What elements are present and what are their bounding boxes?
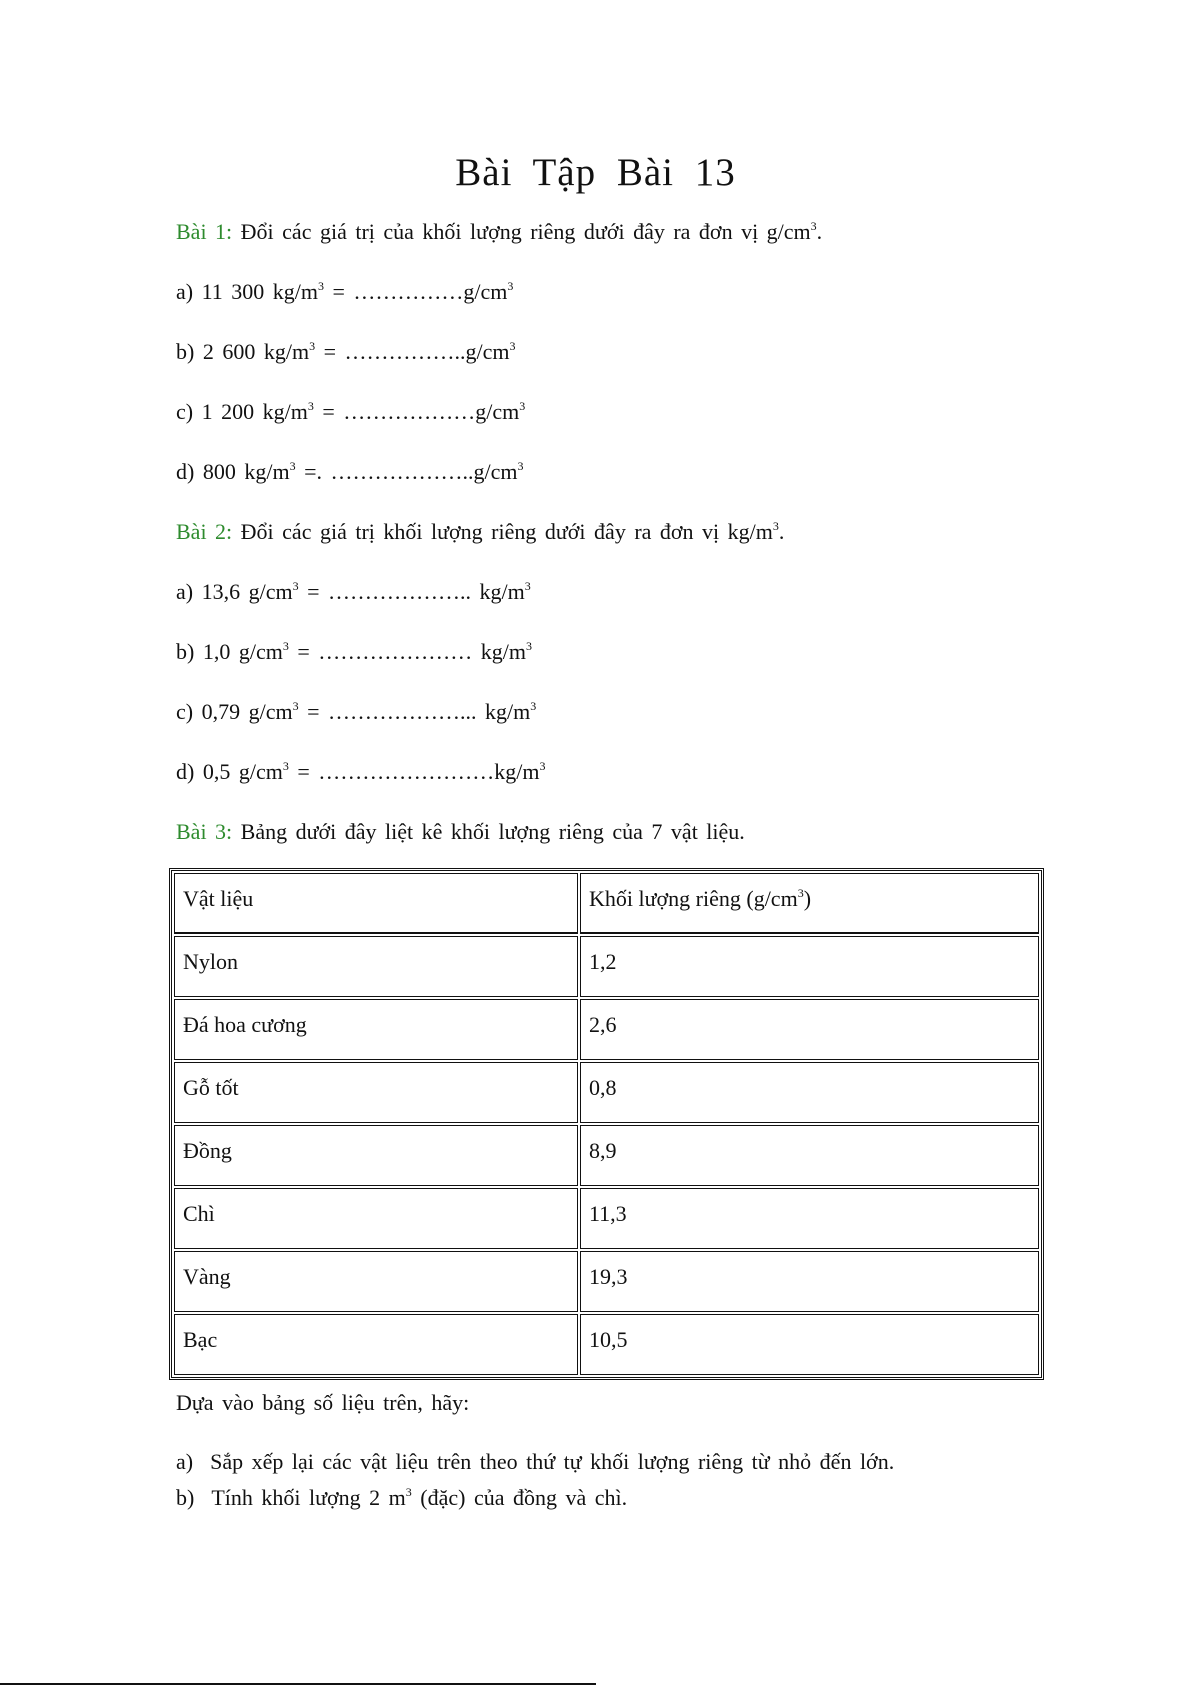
header-density: Khối lượng riêng $(g/cm^3)$: [580, 873, 1039, 934]
table-row: [174, 1062, 1039, 1123]
superscript: 3: [810, 219, 817, 233]
density-cell: 2,6: [580, 999, 1039, 1060]
exercise-2-heading: Bài 2: Đổi các giá trị khối lượng riêng dưới đây ra đơn vị $kg/m^3$.: [176, 519, 785, 544]
exercise-2-text: Đổi các giá trị khối lượng riêng dưới đây ra đơn vị kg/m: [240, 519, 773, 544]
exercise-3-intro: Dựa vào bảng số liệu trên, hãy:: [176, 1390, 470, 1415]
exercise-1-heading: Bài 1: Đổi các giá trị của khối lượng riêng dưới đây ra đơn vị $g/cm^3$.: [176, 219, 823, 244]
exercise-3-question-b: b) Tính khối lượng 2 $m^3$ (đặc) của đồng và chì.: [176, 1485, 628, 1510]
exercise-2-item-d: d) 0,5 $g/cm^3$ = $\dots\dots\dots\dots\dots\dots\dots\dots kg/m^3$: [176, 759, 546, 784]
exercise-2-label: Bài 2:: [176, 519, 233, 544]
material-cell: Bạc: [174, 1314, 578, 1375]
header-material: Vật liệu: [174, 873, 578, 934]
density-cell: 11,3: [580, 1188, 1039, 1249]
exercise-2-item-b: b) 1,0 $g/cm^3$ = ………………… $kg/m^3$: [176, 639, 532, 664]
density-cell: 19,3: [580, 1251, 1039, 1312]
material-cell: Vàng: [174, 1251, 578, 1312]
material-cell: Chì: [174, 1188, 578, 1249]
exercise-3-label: Bài 3:: [176, 819, 233, 844]
table-row: [174, 1125, 1039, 1186]
table-header-row: [174, 873, 1039, 934]
exercise-3-question-a: a) Sắp xếp lại các vật liệu trên theo thứ tự khối lượng riêng từ nhỏ đến lớn.: [176, 1449, 895, 1474]
table-row: [174, 1251, 1039, 1312]
exercise-1-text: Đổi các giá trị của khối lượng riêng dưới đây ra đơn vị g/cm: [240, 219, 811, 244]
density-cell: 8,9: [580, 1125, 1039, 1186]
exercise-1-item-c: c) 1 200 $kg/m^3$ = $\dots\dots\dots\dots\dots\dots g/cm^3$: [176, 399, 526, 424]
material-cell: Gỗ tốt: [174, 1062, 578, 1123]
table-row: [174, 999, 1039, 1060]
material-cell: Nylon: [174, 936, 578, 997]
table-row: [174, 1314, 1039, 1375]
density-cell: 10,5: [580, 1314, 1039, 1375]
exercise-3-heading: [176, 819, 745, 845]
exercise-1-item-b: b) 2 600 $kg/m^3$ = $\dots\dots\dots\dots\dots..g/cm^3$: [176, 339, 516, 364]
table-row: [174, 1188, 1039, 1249]
page-title: Bài Tập Bài 13: [455, 151, 736, 194]
density-cell: 0,8: [580, 1062, 1039, 1123]
exercise-2-item-a: a) 13,6 $g/cm^3$ = ……………….. $kg/m^3$: [176, 579, 531, 604]
material-cell: Đá hoa cương: [174, 999, 578, 1060]
table-row: [174, 936, 1039, 997]
exercise-1-item-d: d) 800 $kg/m^3$ =. $\dots\dots\dots\dots\dots\dots..g/cm^3$: [176, 459, 524, 484]
exercise-1-item-a: a) 11 300 $kg/m^3$ = $\dots\dots\dots\dots\dots g/cm^3$: [176, 279, 514, 304]
density-cell: 1,2: [580, 936, 1039, 997]
material-cell: Đồng: [174, 1125, 578, 1186]
exercise-1-label: Bài 1:: [176, 219, 233, 244]
exercise-3-text: Bảng dưới đây liệt kê khối lượng riêng của 7 vật liệu.: [240, 819, 745, 844]
exercise-2-item-c: c) 0,79 $g/cm^3$ = ………………... $kg/m^3$: [176, 699, 537, 724]
density-table: [171, 870, 1042, 1378]
